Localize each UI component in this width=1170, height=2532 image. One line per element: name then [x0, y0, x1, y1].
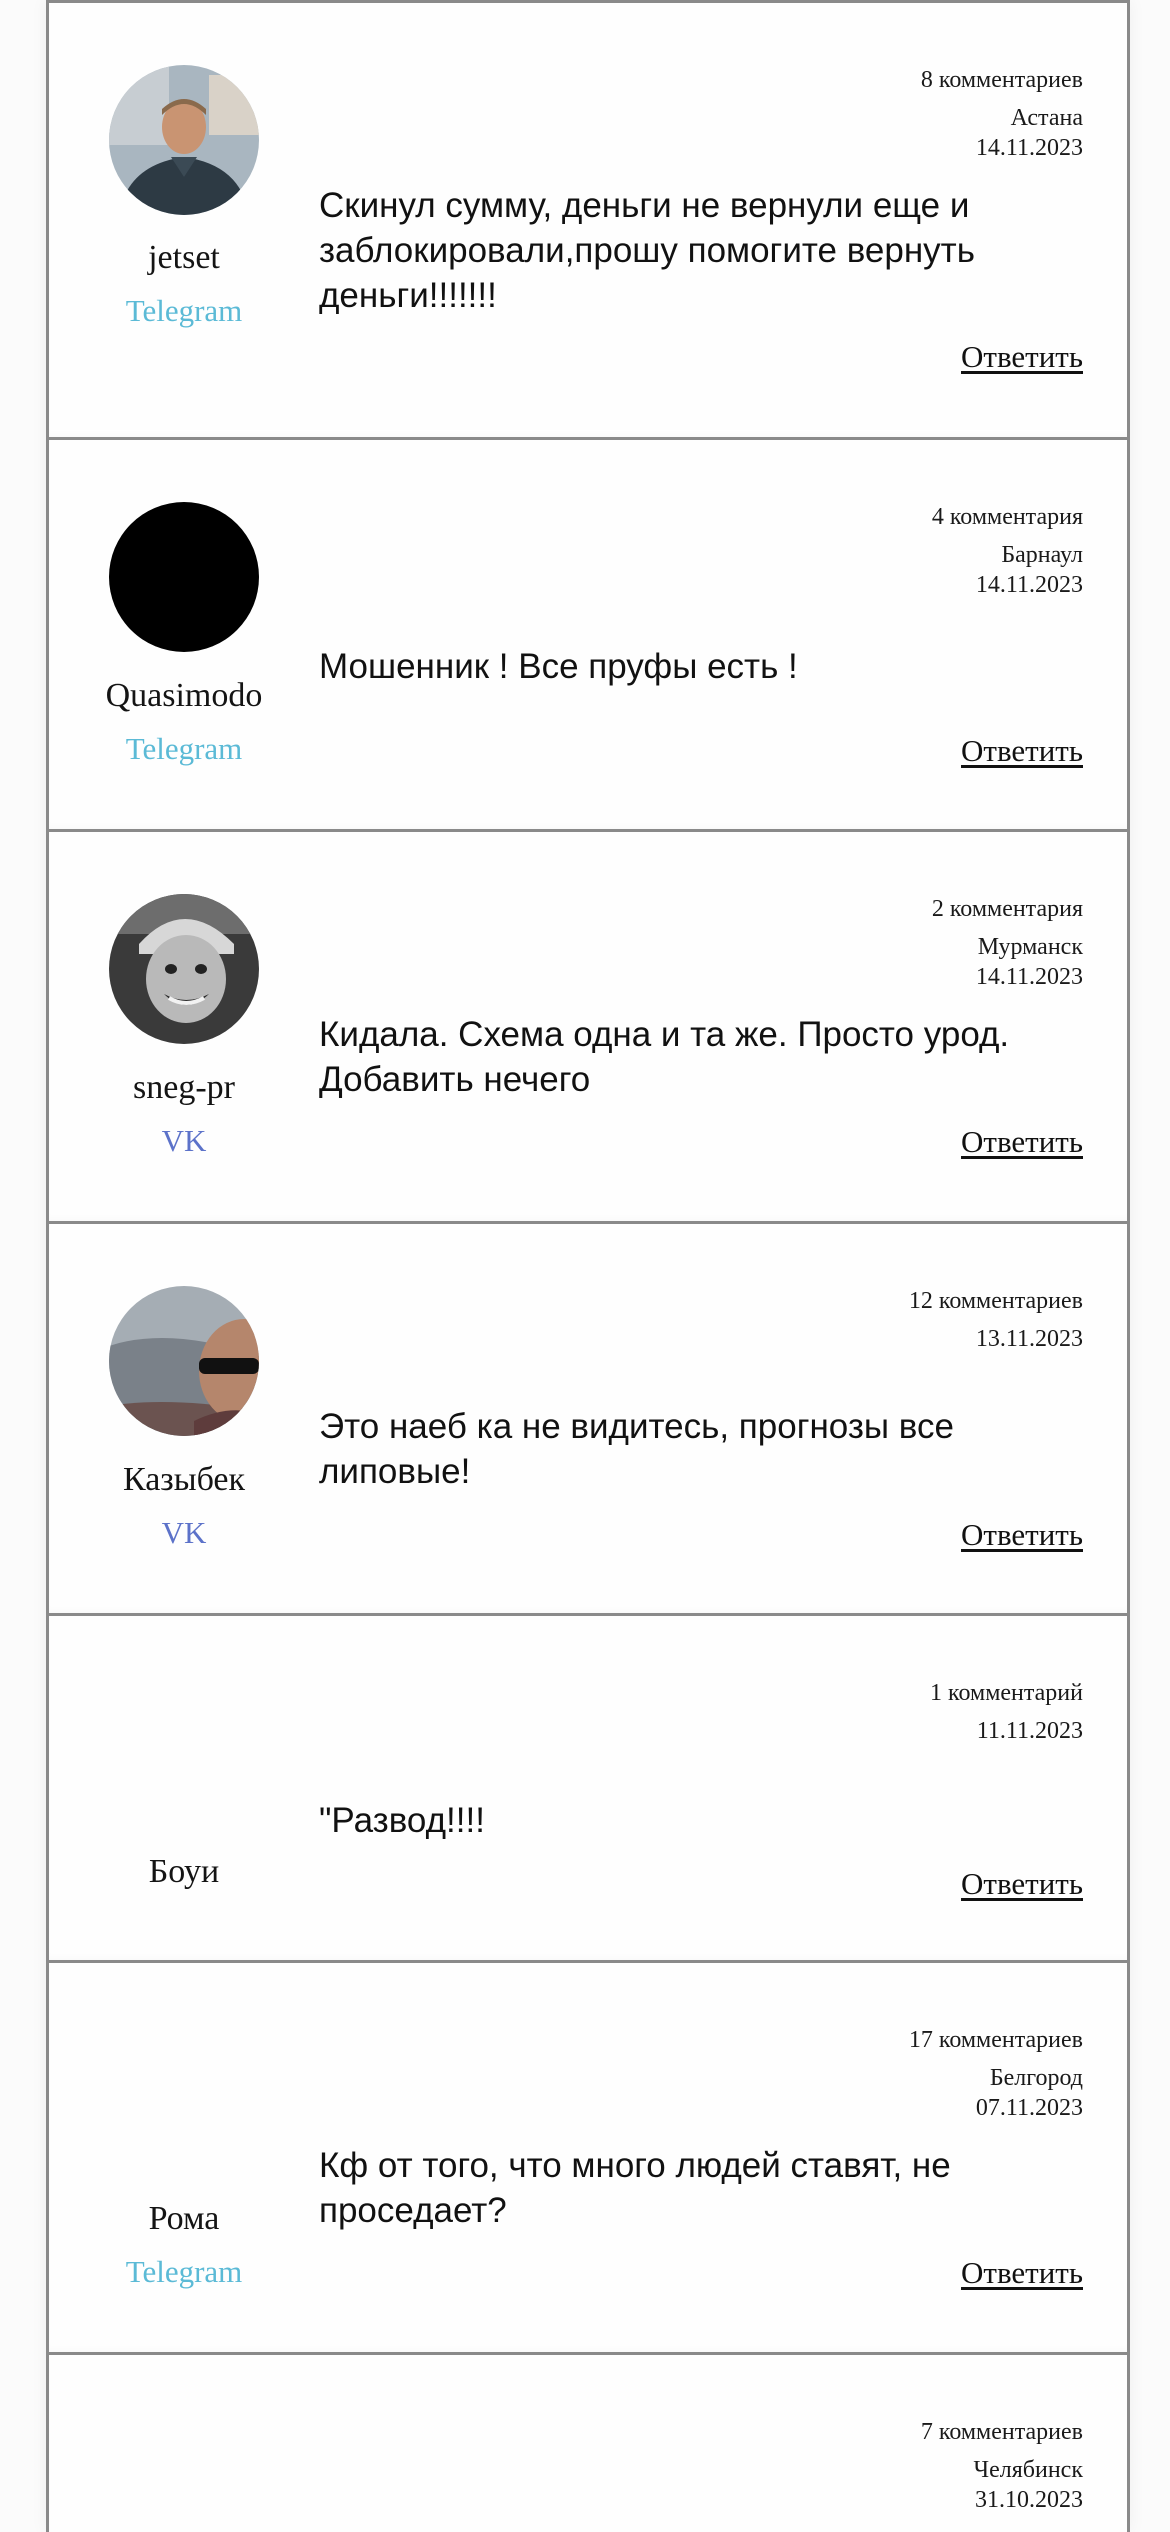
- comment-card: [49, 0, 1127, 440]
- reply-link[interactable]: Ответить: [961, 339, 1083, 374]
- username[interactable]: Quasimodo: [105, 677, 263, 714]
- comments-count[interactable]: 8 комментариев: [920, 67, 1083, 93]
- comment-card: [49, 829, 1127, 1224]
- photo-man-avatar-icon: [109, 65, 259, 215]
- comments-count[interactable]: 12 комментариев: [908, 1288, 1083, 1314]
- date: 14.11.2023: [975, 135, 1083, 161]
- comment-text: Скинул сумму, деньги не вернули еще и заблокировали,прошу помогите вернуть деньги!!!!!!!: [319, 186, 975, 315]
- platform-link-vk[interactable]: VK: [161, 1515, 207, 1550]
- date: 07.11.2023: [975, 2095, 1083, 2121]
- city: Астана: [1010, 105, 1083, 131]
- comment-text: "Развод!!!!: [319, 1801, 485, 1840]
- comment-meta: [921, 65, 1083, 163]
- photo-sunglasses-avatar-icon: [109, 1286, 259, 1436]
- comment-card: [49, 1613, 1127, 1963]
- comment-meta: [909, 1286, 1083, 1354]
- comment-meta: [909, 2025, 1083, 2123]
- platform-link-telegram[interactable]: Telegram: [125, 293, 243, 328]
- username[interactable]: jetset: [148, 239, 220, 276]
- reply-link[interactable]: Ответить: [961, 1866, 1083, 1901]
- city: Белгород: [989, 2065, 1083, 2091]
- comment-card: [49, 1221, 1127, 1616]
- comment-meta: [930, 1678, 1083, 1746]
- date: 31.10.2023: [975, 2487, 1083, 2513]
- platform-link-telegram[interactable]: Telegram: [125, 731, 243, 766]
- user-avatar[interactable]: [109, 1286, 259, 1436]
- photo-child-avatar-icon: [109, 894, 259, 1044]
- city: Челябинск: [973, 2457, 1083, 2483]
- comments-count[interactable]: 1 комментарий: [930, 1680, 1083, 1706]
- username[interactable]: Казыбек: [122, 1461, 246, 1498]
- comments-count[interactable]: 2 комментария: [931, 896, 1083, 922]
- comment-meta: [921, 2417, 1083, 2515]
- date: 11.11.2023: [976, 1718, 1083, 1744]
- comment-text: Мошенник ! Все пруфы есть !: [319, 647, 798, 686]
- username[interactable]: Боуи: [148, 1853, 220, 1890]
- username[interactable]: sneg-pr: [133, 1069, 235, 1106]
- reply-link[interactable]: Ответить: [961, 2255, 1083, 2290]
- date: 14.11.2023: [975, 572, 1083, 598]
- city: Барнаул: [1001, 542, 1083, 568]
- reply-link[interactable]: Ответить: [961, 1517, 1083, 1552]
- platform-link-vk[interactable]: VK: [161, 1123, 207, 1158]
- comment-meta: [932, 502, 1083, 600]
- comments-feed: [46, 0, 1130, 2532]
- comment-text: Кф от того, что много людей ставят, не проседает?: [319, 2146, 951, 2230]
- user-avatar[interactable]: [109, 894, 259, 1044]
- reply-link[interactable]: Ответить: [961, 1124, 1083, 1159]
- comment-card: [49, 437, 1127, 832]
- city: Мурманск: [977, 934, 1083, 960]
- comments-count[interactable]: 17 комментариев: [908, 2027, 1083, 2053]
- comments-count[interactable]: 4 комментария: [931, 504, 1083, 530]
- user-avatar[interactable]: [109, 65, 259, 215]
- platform-link-telegram[interactable]: Telegram: [125, 2254, 243, 2289]
- comment-meta: [932, 894, 1083, 992]
- reply-link[interactable]: Ответить: [961, 733, 1083, 768]
- comment-card: [49, 2352, 1127, 2532]
- comment-text: Это наеб ка не видитесь, прогнозы все липовые!: [319, 1407, 954, 1491]
- black-circle-avatar-icon: [109, 502, 259, 652]
- user-avatar[interactable]: [109, 502, 259, 652]
- comments-count[interactable]: 7 комментариев: [920, 2419, 1083, 2445]
- date: 14.11.2023: [975, 964, 1083, 990]
- username[interactable]: Рома: [148, 2200, 220, 2237]
- comment-card: [49, 1960, 1127, 2355]
- comment-text: Кидала. Схема одна и та же. Просто урод. Добавить нечего: [319, 1015, 1010, 1099]
- date: 13.11.2023: [975, 1326, 1083, 1352]
